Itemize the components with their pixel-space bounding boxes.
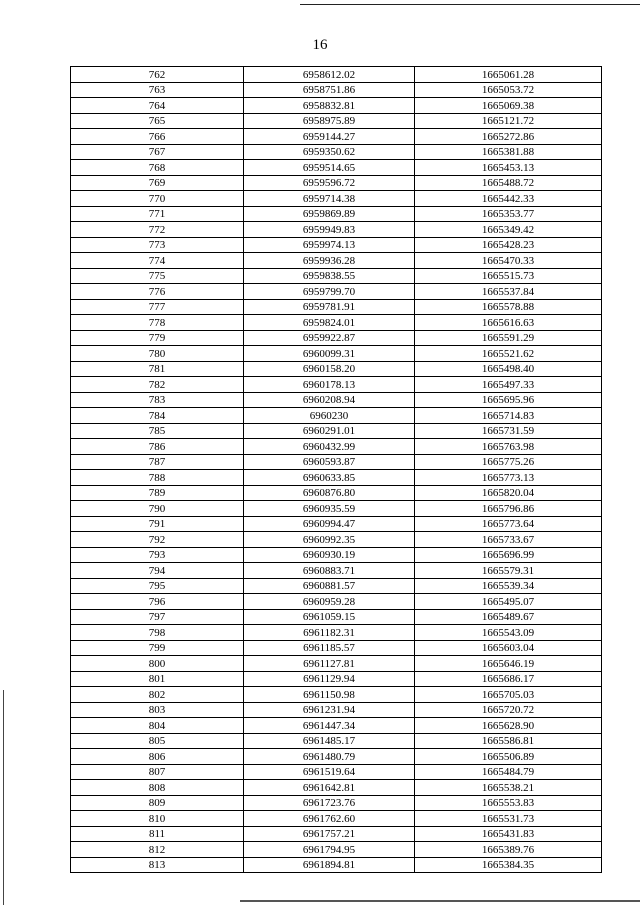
point-number-cell: 775 <box>71 268 244 284</box>
table-row <box>71 842 602 858</box>
point-number-cell: 795 <box>71 578 244 594</box>
y-coordinate-cell: 1665775.26 <box>415 454 602 470</box>
point-number-cell: 799 <box>71 640 244 656</box>
point-number-cell: 812 <box>71 842 244 858</box>
table-row <box>71 764 602 780</box>
y-coordinate-cell: 1665381.88 <box>415 144 602 160</box>
table-row <box>71 857 602 873</box>
point-number-cell: 778 <box>71 315 244 331</box>
y-coordinate-cell: 1665820.04 <box>415 485 602 501</box>
scan-edge-bottom <box>240 900 640 902</box>
point-number-cell: 776 <box>71 284 244 300</box>
table-row <box>71 268 602 284</box>
y-coordinate-cell: 1665506.89 <box>415 749 602 765</box>
point-number-cell: 771 <box>71 206 244 222</box>
point-number-cell: 772 <box>71 222 244 238</box>
y-coordinate-cell: 1665543.09 <box>415 625 602 641</box>
y-coordinate-cell: 1665453.13 <box>415 160 602 176</box>
y-coordinate-cell: 1665061.28 <box>415 67 602 83</box>
page-number: 16 <box>312 37 328 53</box>
table-row <box>71 253 602 269</box>
x-coordinate-cell: 6959781.91 <box>244 299 415 315</box>
table-row <box>71 547 602 563</box>
scan-edge-top <box>300 4 640 5</box>
coordinates-table-body <box>71 67 602 873</box>
y-coordinate-cell: 1665714.83 <box>415 408 602 424</box>
x-coordinate-cell: 6959949.83 <box>244 222 415 238</box>
point-number-cell: 813 <box>71 857 244 873</box>
y-coordinate-cell: 1665591.29 <box>415 330 602 346</box>
x-coordinate-cell: 6958832.81 <box>244 98 415 114</box>
x-coordinate-cell: 6961182.31 <box>244 625 415 641</box>
y-coordinate-cell: 1665616.63 <box>415 315 602 331</box>
point-number-cell: 805 <box>71 733 244 749</box>
table-row <box>71 780 602 796</box>
x-coordinate-cell: 6960099.31 <box>244 346 415 362</box>
y-coordinate-cell: 1665553.83 <box>415 795 602 811</box>
x-coordinate-cell: 6960432.99 <box>244 439 415 455</box>
y-coordinate-cell: 1665695.96 <box>415 392 602 408</box>
table-row <box>71 299 602 315</box>
x-coordinate-cell: 6959596.72 <box>244 175 415 191</box>
table-row <box>71 516 602 532</box>
point-number-cell: 798 <box>71 625 244 641</box>
table-row <box>71 749 602 765</box>
point-number-cell: 766 <box>71 129 244 145</box>
point-number-cell: 762 <box>71 67 244 83</box>
scan-edge-left <box>3 690 4 905</box>
point-number-cell: 807 <box>71 764 244 780</box>
point-number-cell: 770 <box>71 191 244 207</box>
point-number-cell: 810 <box>71 811 244 827</box>
y-coordinate-cell: 1665484.79 <box>415 764 602 780</box>
x-coordinate-cell: 6960881.57 <box>244 578 415 594</box>
table-row <box>71 113 602 129</box>
point-number-cell: 780 <box>71 346 244 362</box>
table-row <box>71 315 602 331</box>
table-row <box>71 392 602 408</box>
x-coordinate-cell: 6961723.76 <box>244 795 415 811</box>
x-coordinate-cell: 6960593.87 <box>244 454 415 470</box>
table-row <box>71 687 602 703</box>
y-coordinate-cell: 1665121.72 <box>415 113 602 129</box>
x-coordinate-cell: 6959799.70 <box>244 284 415 300</box>
y-coordinate-cell: 1665384.35 <box>415 857 602 873</box>
table-row <box>71 237 602 253</box>
point-number-cell: 803 <box>71 702 244 718</box>
y-coordinate-cell: 1665489.67 <box>415 609 602 625</box>
table-row <box>71 175 602 191</box>
table-row <box>71 826 602 842</box>
x-coordinate-cell: 6959714.38 <box>244 191 415 207</box>
x-coordinate-cell: 6961129.94 <box>244 671 415 687</box>
point-number-cell: 767 <box>71 144 244 160</box>
point-number-cell: 785 <box>71 423 244 439</box>
point-number-cell: 786 <box>71 439 244 455</box>
table-row <box>71 160 602 176</box>
point-number-cell: 777 <box>71 299 244 315</box>
point-number-cell: 811 <box>71 826 244 842</box>
table-row <box>71 671 602 687</box>
x-coordinate-cell: 6960291.01 <box>244 423 415 439</box>
x-coordinate-cell: 6958612.02 <box>244 67 415 83</box>
y-coordinate-cell: 1665538.21 <box>415 780 602 796</box>
table-row <box>71 330 602 346</box>
table-row <box>71 439 602 455</box>
x-coordinate-cell: 6961757.21 <box>244 826 415 842</box>
point-number-cell: 804 <box>71 718 244 734</box>
point-number-cell: 794 <box>71 563 244 579</box>
table-row <box>71 532 602 548</box>
x-coordinate-cell: 6960935.59 <box>244 501 415 517</box>
table-row <box>71 578 602 594</box>
point-number-cell: 791 <box>71 516 244 532</box>
x-coordinate-cell: 6959974.13 <box>244 237 415 253</box>
point-number-cell: 800 <box>71 656 244 672</box>
point-number-cell: 779 <box>71 330 244 346</box>
table-row <box>71 191 602 207</box>
y-coordinate-cell: 1665053.72 <box>415 82 602 98</box>
x-coordinate-cell: 6961059.15 <box>244 609 415 625</box>
x-coordinate-cell: 6960158.20 <box>244 361 415 377</box>
point-number-cell: 773 <box>71 237 244 253</box>
table-row <box>71 702 602 718</box>
table-row <box>71 625 602 641</box>
table-row <box>71 82 602 98</box>
x-coordinate-cell: 6960178.13 <box>244 377 415 393</box>
point-number-cell: 789 <box>71 485 244 501</box>
x-coordinate-cell: 6958751.86 <box>244 82 415 98</box>
y-coordinate-cell: 1665646.19 <box>415 656 602 672</box>
table-row <box>71 144 602 160</box>
table-row <box>71 795 602 811</box>
table-row <box>71 222 602 238</box>
table-row <box>71 594 602 610</box>
table-row <box>71 501 602 517</box>
point-number-cell: 764 <box>71 98 244 114</box>
y-coordinate-cell: 1665428.23 <box>415 237 602 253</box>
point-number-cell: 763 <box>71 82 244 98</box>
table-row <box>71 361 602 377</box>
x-coordinate-cell: 6961150.98 <box>244 687 415 703</box>
table-row <box>71 454 602 470</box>
y-coordinate-cell: 1665495.07 <box>415 594 602 610</box>
table-row <box>71 67 602 83</box>
x-coordinate-cell: 6959514.65 <box>244 160 415 176</box>
y-coordinate-cell: 1665720.72 <box>415 702 602 718</box>
x-coordinate-cell: 6961185.57 <box>244 640 415 656</box>
x-coordinate-cell: 6961231.94 <box>244 702 415 718</box>
table-row <box>71 563 602 579</box>
y-coordinate-cell: 1665497.33 <box>415 377 602 393</box>
point-number-cell: 792 <box>71 532 244 548</box>
x-coordinate-cell: 6959350.62 <box>244 144 415 160</box>
point-number-cell: 808 <box>71 780 244 796</box>
table-row <box>71 811 602 827</box>
y-coordinate-cell: 1665488.72 <box>415 175 602 191</box>
y-coordinate-cell: 1665796.86 <box>415 501 602 517</box>
point-number-cell: 797 <box>71 609 244 625</box>
x-coordinate-cell: 6960883.71 <box>244 563 415 579</box>
point-number-cell: 806 <box>71 749 244 765</box>
x-coordinate-cell: 6960930.19 <box>244 547 415 563</box>
y-coordinate-cell: 1665628.90 <box>415 718 602 734</box>
point-number-cell: 774 <box>71 253 244 269</box>
x-coordinate-cell: 6959144.27 <box>244 129 415 145</box>
y-coordinate-cell: 1665470.33 <box>415 253 602 269</box>
table-row <box>71 609 602 625</box>
point-number-cell: 790 <box>71 501 244 517</box>
x-coordinate-cell: 6960994.47 <box>244 516 415 532</box>
y-coordinate-cell: 1665733.67 <box>415 532 602 548</box>
table-row <box>71 98 602 114</box>
point-number-cell: 781 <box>71 361 244 377</box>
y-coordinate-cell: 1665773.13 <box>415 470 602 486</box>
point-number-cell: 782 <box>71 377 244 393</box>
point-number-cell: 796 <box>71 594 244 610</box>
y-coordinate-cell: 1665521.62 <box>415 346 602 362</box>
y-coordinate-cell: 1665515.73 <box>415 268 602 284</box>
coordinates-table <box>70 66 602 873</box>
y-coordinate-cell: 1665442.33 <box>415 191 602 207</box>
y-coordinate-cell: 1665579.31 <box>415 563 602 579</box>
y-coordinate-cell: 1665696.99 <box>415 547 602 563</box>
x-coordinate-cell: 6961762.60 <box>244 811 415 827</box>
x-coordinate-cell: 6961485.17 <box>244 733 415 749</box>
x-coordinate-cell: 6961447.34 <box>244 718 415 734</box>
x-coordinate-cell: 6960992.35 <box>244 532 415 548</box>
y-coordinate-cell: 1665603.04 <box>415 640 602 656</box>
point-number-cell: 802 <box>71 687 244 703</box>
point-number-cell: 768 <box>71 160 244 176</box>
x-coordinate-cell: 6959824.01 <box>244 315 415 331</box>
y-coordinate-cell: 1665349.42 <box>415 222 602 238</box>
y-coordinate-cell: 1665773.64 <box>415 516 602 532</box>
y-coordinate-cell: 1665731.59 <box>415 423 602 439</box>
point-number-cell: 769 <box>71 175 244 191</box>
table-row <box>71 733 602 749</box>
x-coordinate-cell: 6959869.89 <box>244 206 415 222</box>
table-row <box>71 408 602 424</box>
point-number-cell: 788 <box>71 470 244 486</box>
x-coordinate-cell: 6959936.28 <box>244 253 415 269</box>
x-coordinate-cell: 6960208.94 <box>244 392 415 408</box>
x-coordinate-cell: 6960876.80 <box>244 485 415 501</box>
x-coordinate-cell: 6961127.81 <box>244 656 415 672</box>
x-coordinate-cell: 6961480.79 <box>244 749 415 765</box>
table-row <box>71 470 602 486</box>
x-coordinate-cell: 6958975.89 <box>244 113 415 129</box>
point-number-cell: 765 <box>71 113 244 129</box>
point-number-cell: 809 <box>71 795 244 811</box>
x-coordinate-cell: 6961519.64 <box>244 764 415 780</box>
y-coordinate-cell: 1665272.86 <box>415 129 602 145</box>
y-coordinate-cell: 1665353.77 <box>415 206 602 222</box>
x-coordinate-cell: 6960230 <box>244 408 415 424</box>
point-number-cell: 801 <box>71 671 244 687</box>
table-row <box>71 485 602 501</box>
y-coordinate-cell: 1665531.73 <box>415 811 602 827</box>
y-coordinate-cell: 1665389.76 <box>415 842 602 858</box>
y-coordinate-cell: 1665705.03 <box>415 687 602 703</box>
x-coordinate-cell: 6961894.81 <box>244 857 415 873</box>
point-number-cell: 793 <box>71 547 244 563</box>
y-coordinate-cell: 1665686.17 <box>415 671 602 687</box>
point-number-cell: 783 <box>71 392 244 408</box>
x-coordinate-cell: 6961642.81 <box>244 780 415 796</box>
x-coordinate-cell: 6960633.85 <box>244 470 415 486</box>
y-coordinate-cell: 1665431.83 <box>415 826 602 842</box>
y-coordinate-cell: 1665586.81 <box>415 733 602 749</box>
x-coordinate-cell: 6961794.95 <box>244 842 415 858</box>
x-coordinate-cell: 6959838.55 <box>244 268 415 284</box>
table-row <box>71 284 602 300</box>
y-coordinate-cell: 1665498.40 <box>415 361 602 377</box>
table-row <box>71 377 602 393</box>
point-number-cell: 787 <box>71 454 244 470</box>
y-coordinate-cell: 1665763.98 <box>415 439 602 455</box>
x-coordinate-cell: 6959922.87 <box>244 330 415 346</box>
table-row <box>71 346 602 362</box>
table-row <box>71 718 602 734</box>
y-coordinate-cell: 1665539.34 <box>415 578 602 594</box>
table-row <box>71 423 602 439</box>
table-row <box>71 206 602 222</box>
table-row <box>71 640 602 656</box>
table-row <box>71 129 602 145</box>
table-row <box>71 656 602 672</box>
point-number-cell: 784 <box>71 408 244 424</box>
y-coordinate-cell: 1665578.88 <box>415 299 602 315</box>
y-coordinate-cell: 1665069.38 <box>415 98 602 114</box>
x-coordinate-cell: 6960959.28 <box>244 594 415 610</box>
y-coordinate-cell: 1665537.84 <box>415 284 602 300</box>
